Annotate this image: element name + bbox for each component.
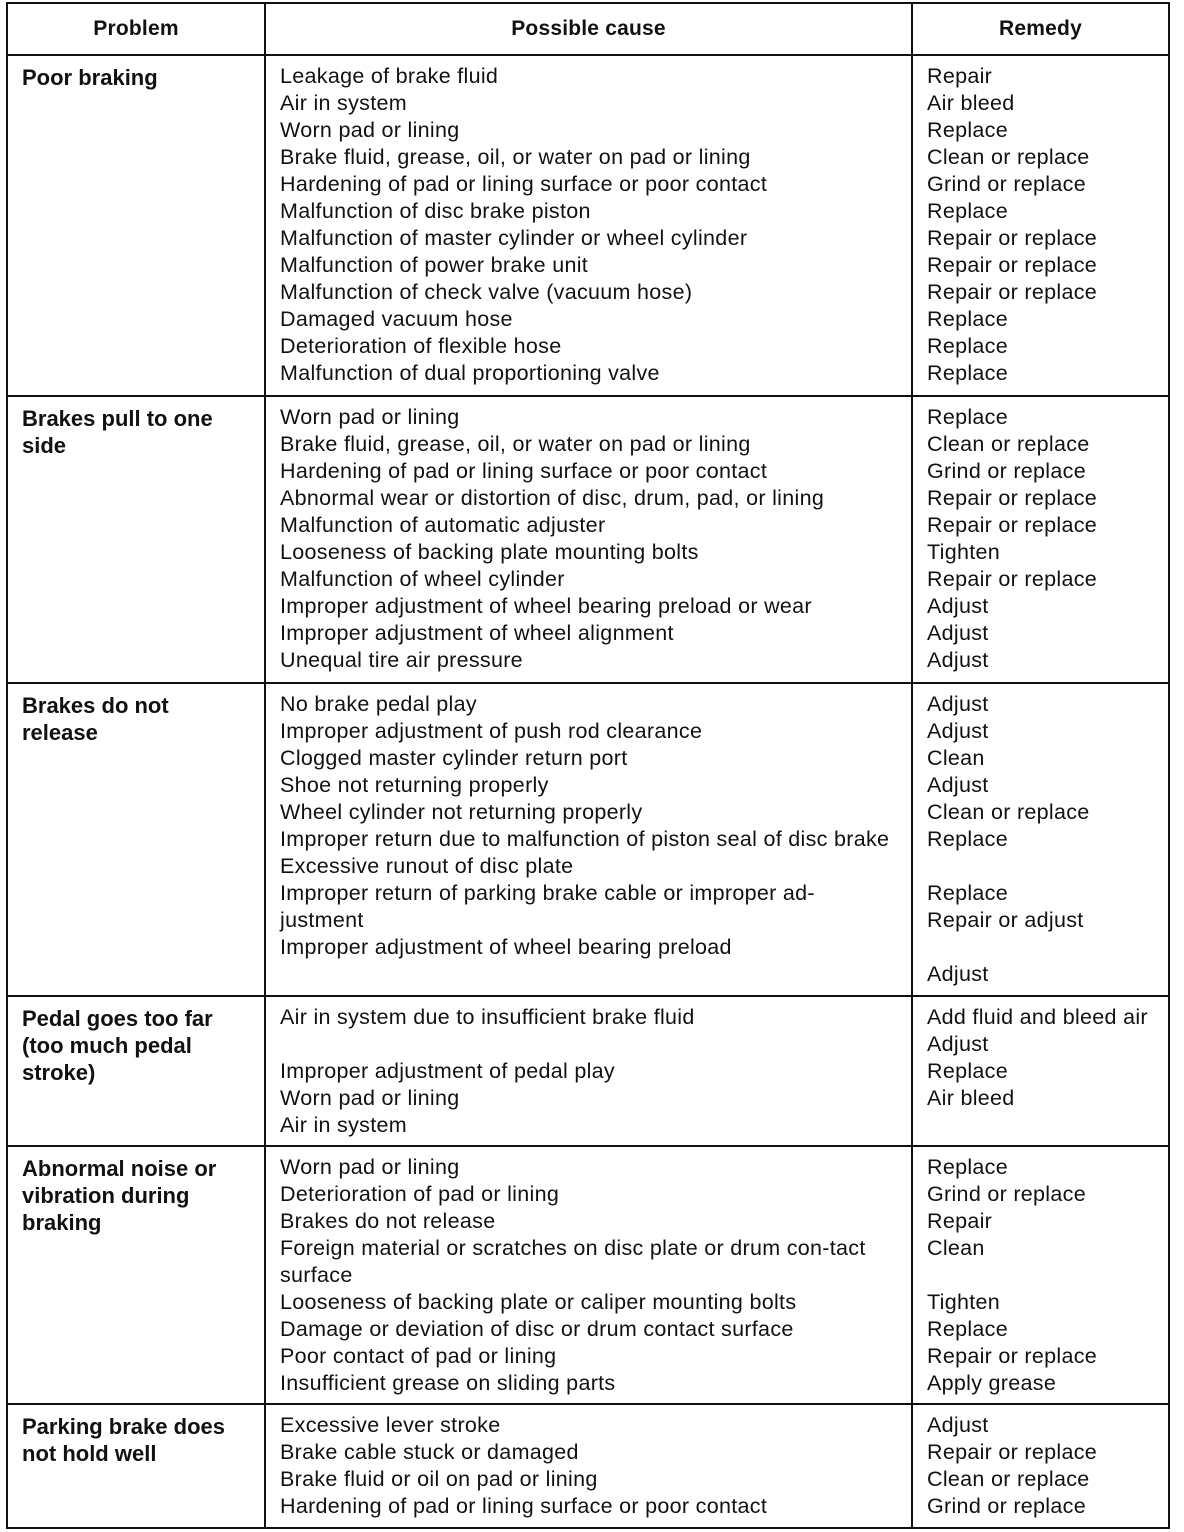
remedy-item: Replace bbox=[927, 307, 1008, 331]
cause-item: Improper return of parking brake cable or improper ad-justment bbox=[280, 881, 815, 932]
cause-cell bbox=[265, 996, 912, 1146]
remedy-item: Repair or replace bbox=[927, 280, 1098, 304]
remedy-item: Repair or replace bbox=[927, 486, 1098, 510]
remedy-item: Adjust bbox=[927, 719, 989, 743]
cause-item: Improper adjustment of wheel alignment bbox=[280, 621, 674, 645]
remedy-item: Adjust bbox=[927, 773, 989, 797]
remedy-item: Adjust bbox=[927, 621, 989, 645]
cause-item: Clogged master cylinder return port bbox=[280, 746, 628, 770]
section-row bbox=[7, 396, 1169, 683]
remedy-item: Repair or replace bbox=[927, 1440, 1098, 1464]
remedy-item: Tighten bbox=[927, 1290, 1001, 1314]
remedy-item: Add fluid and bleed air bbox=[927, 1005, 1148, 1029]
remedy-item: Adjust bbox=[927, 692, 989, 716]
remedy-item: Apply grease bbox=[927, 1371, 1057, 1395]
remedy-item: Repair or adjust bbox=[927, 908, 1084, 932]
cause-item: Brakes do not release bbox=[280, 1209, 496, 1233]
cause-cell bbox=[265, 55, 912, 396]
cause-item: Malfunction of dual proportioning valve bbox=[280, 361, 660, 385]
problem-cell: Brakes do not release bbox=[7, 683, 265, 996]
remedy-item: Replace bbox=[927, 1059, 1008, 1083]
remedy-item: Grind or replace bbox=[927, 1182, 1086, 1206]
cause-item: Malfunction of master cylinder or wheel cylinder bbox=[280, 226, 748, 250]
cause-item: Worn pad or lining bbox=[280, 1155, 460, 1179]
cause-item: Leakage of brake fluid bbox=[280, 64, 499, 88]
remedy-item: Repair or replace bbox=[927, 567, 1098, 591]
troubleshooting-table bbox=[6, 2, 1170, 1529]
remedy-item: Repair or replace bbox=[927, 226, 1098, 250]
remedy-item: Replace bbox=[927, 361, 1008, 385]
remedy-item: Repair bbox=[927, 64, 993, 88]
cause-item: Worn pad or lining bbox=[280, 1086, 460, 1110]
remedy-item: Air bleed bbox=[927, 91, 1015, 115]
remedy-item: Replace bbox=[927, 827, 1008, 851]
problem-cell: Poor braking bbox=[7, 55, 265, 396]
header-cause: Possible cause bbox=[265, 3, 912, 55]
cause-item: Damage or deviation of disc or drum contact surface bbox=[280, 1317, 794, 1341]
cause-item: Worn pad or lining bbox=[280, 405, 460, 429]
remedy-cell bbox=[912, 996, 1169, 1146]
section-row bbox=[7, 996, 1169, 1146]
remedy-item: Tighten bbox=[927, 540, 1001, 564]
section-row bbox=[7, 55, 1169, 396]
remedy-item bbox=[927, 1262, 1154, 1289]
remedy-item: Clean or replace bbox=[927, 800, 1090, 824]
remedy-item: Clean or replace bbox=[927, 432, 1090, 456]
cause-item: Worn pad or lining bbox=[280, 118, 460, 142]
cause-item: Improper adjustment of push rod clearance bbox=[280, 719, 703, 743]
cause-item: Brake fluid, grease, oil, or water on pad or lining bbox=[280, 432, 751, 456]
cause-item: Air in system bbox=[280, 91, 407, 115]
remedy-item: Repair or replace bbox=[927, 253, 1098, 277]
remedy-item: Replace bbox=[927, 881, 1008, 905]
cause-item: Foreign material or scratches on disc plate or drum con-tact surface bbox=[280, 1236, 866, 1287]
remedy-item: Repair bbox=[927, 1209, 993, 1233]
cause-item: Brake cable stuck or damaged bbox=[280, 1440, 579, 1464]
remedy-item: Replace bbox=[927, 199, 1008, 223]
remedy-cell bbox=[912, 55, 1169, 396]
remedy-item: Clean or replace bbox=[927, 1467, 1090, 1491]
cause-item: Poor contact of pad or lining bbox=[280, 1344, 557, 1368]
problem-cell: Brakes pull to one side bbox=[7, 396, 265, 683]
cause-item: Improper adjustment of wheel bearing preload or wear bbox=[280, 594, 812, 618]
cause-item: Abnormal wear or distortion of disc, drum, pad, or lining bbox=[280, 486, 825, 510]
remedy-item: Clean bbox=[927, 1236, 985, 1260]
remedy-item: Clean bbox=[927, 746, 985, 770]
cause-cell bbox=[265, 683, 912, 996]
cause-item bbox=[280, 1031, 897, 1058]
table-body bbox=[7, 55, 1169, 1528]
header-remedy: Remedy bbox=[912, 3, 1169, 55]
cause-item: Improper adjustment of wheel bearing preload bbox=[280, 935, 732, 959]
cause-item: Deterioration of flexible hose bbox=[280, 334, 562, 358]
remedy-item: Adjust bbox=[927, 1413, 989, 1437]
remedy-item: Grind or replace bbox=[927, 459, 1086, 483]
cause-item: Hardening of pad or lining surface or poor contact bbox=[280, 172, 768, 196]
header-row bbox=[7, 3, 1169, 55]
cause-item: Malfunction of automatic adjuster bbox=[280, 513, 606, 537]
remedy-item: Adjust bbox=[927, 962, 989, 986]
cause-item: Malfunction of disc brake piston bbox=[280, 199, 591, 223]
cause-item: Insufficient grease on sliding parts bbox=[280, 1371, 616, 1395]
remedy-item: Grind or replace bbox=[927, 172, 1086, 196]
problem-cell: Pedal goes too far (too much pedal stroke) bbox=[7, 996, 265, 1146]
cause-item: Shoe not returning properly bbox=[280, 773, 549, 797]
remedy-cell bbox=[912, 683, 1169, 996]
remedy-item: Clean or replace bbox=[927, 145, 1090, 169]
cause-item: Air in system due to insufficient brake fluid bbox=[280, 1005, 695, 1029]
cause-item: Improper return due to malfunction of piston seal of disc brake bbox=[280, 827, 890, 851]
cause-item: Looseness of backing plate or caliper mounting bolts bbox=[280, 1290, 797, 1314]
cause-item: Unequal tire air pressure bbox=[280, 648, 523, 672]
cause-item: Malfunction of check valve (vacuum hose) bbox=[280, 280, 693, 304]
cause-cell bbox=[265, 396, 912, 683]
remedy-item: Replace bbox=[927, 1155, 1008, 1179]
cause-cell bbox=[265, 1146, 912, 1404]
cause-item: Looseness of backing plate mounting bolts bbox=[280, 540, 699, 564]
remedy-item: Grind or replace bbox=[927, 1494, 1086, 1518]
cause-item: Malfunction of wheel cylinder bbox=[280, 567, 565, 591]
remedy-item: Repair or replace bbox=[927, 1344, 1098, 1368]
remedy-item: Replace bbox=[927, 405, 1008, 429]
cause-item: Improper adjustment of pedal play bbox=[280, 1059, 615, 1083]
remedy-item: Repair or replace bbox=[927, 513, 1098, 537]
remedy-item: Replace bbox=[927, 118, 1008, 142]
remedy-item: Adjust bbox=[927, 1032, 989, 1056]
problem-cell: Parking brake does not hold well bbox=[7, 1404, 265, 1528]
section-row bbox=[7, 1404, 1169, 1528]
cause-item: Brake fluid or oil on pad or lining bbox=[280, 1467, 598, 1491]
remedy-cell bbox=[912, 1146, 1169, 1404]
remedy-item: Adjust bbox=[927, 648, 989, 672]
section-row bbox=[7, 683, 1169, 996]
cause-item: Malfunction of power brake unit bbox=[280, 253, 589, 277]
cause-cell bbox=[265, 1404, 912, 1528]
cause-item: Deterioration of pad or lining bbox=[280, 1182, 560, 1206]
problem-cell: Abnormal noise or vibration during braking bbox=[7, 1146, 265, 1404]
remedy-item: Air bleed bbox=[927, 1086, 1015, 1110]
remedy-cell bbox=[912, 396, 1169, 683]
remedy-item: Replace bbox=[927, 334, 1008, 358]
remedy-item: Adjust bbox=[927, 594, 989, 618]
cause-item: No brake pedal play bbox=[280, 692, 477, 716]
cause-item: Excessive lever stroke bbox=[280, 1413, 501, 1437]
remedy-item bbox=[927, 934, 1154, 961]
remedy-item bbox=[927, 853, 1154, 880]
header-problem: Problem bbox=[7, 3, 265, 55]
section-row bbox=[7, 1146, 1169, 1404]
cause-item: Hardening of pad or lining surface or poor contact bbox=[280, 459, 768, 483]
cause-item: Wheel cylinder not returning properly bbox=[280, 800, 643, 824]
cause-item: Excessive runout of disc plate bbox=[280, 854, 574, 878]
remedy-item: Replace bbox=[927, 1317, 1008, 1341]
cause-item: Air in system bbox=[280, 1113, 407, 1137]
cause-item: Brake fluid, grease, oil, or water on pad or lining bbox=[280, 145, 751, 169]
remedy-cell bbox=[912, 1404, 1169, 1528]
cause-item: Hardening of pad or lining surface or poor contact bbox=[280, 1494, 768, 1518]
cause-item: Damaged vacuum hose bbox=[280, 307, 513, 331]
